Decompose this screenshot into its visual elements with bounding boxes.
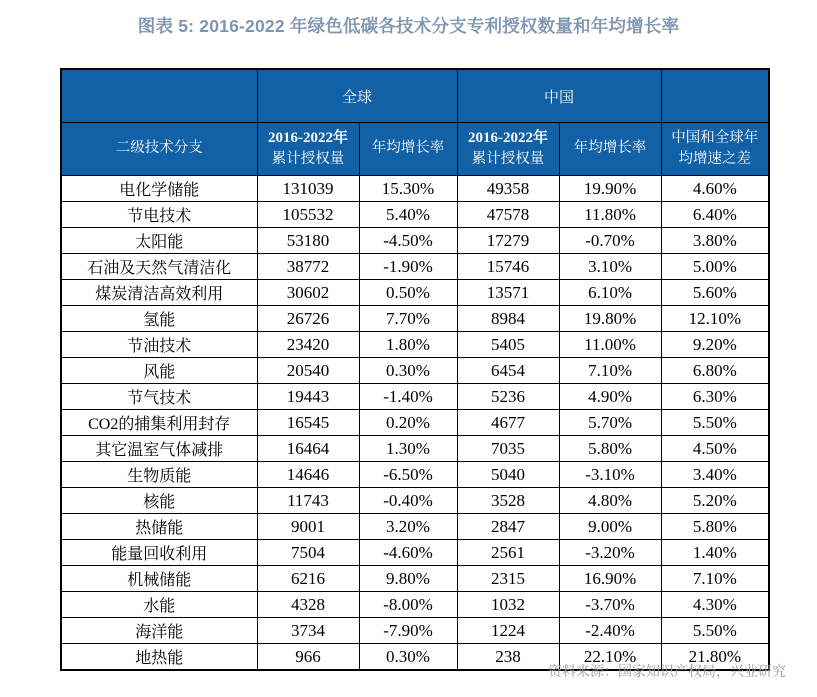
value-cell: -3.10%: [559, 462, 661, 488]
value-cell: -3.20%: [559, 540, 661, 566]
value-cell: 0.30%: [359, 644, 457, 671]
value-cell: 4.60%: [661, 176, 769, 202]
branch-cell: 海洋能: [61, 618, 257, 644]
table-row: [61, 514, 769, 540]
value-cell: -4.50%: [359, 228, 457, 254]
value-cell: 0.30%: [359, 358, 457, 384]
value-cell: 11.00%: [559, 332, 661, 358]
header-group-empty-left: [61, 69, 257, 123]
table-row: [61, 228, 769, 254]
value-cell: 131039: [257, 176, 359, 202]
table-row: [61, 410, 769, 436]
branch-cell: 水能: [61, 592, 257, 618]
value-cell: 3528: [457, 488, 559, 514]
header-group-empty-right: [661, 69, 769, 123]
value-cell: -8.00%: [359, 592, 457, 618]
header-group-row: [61, 69, 769, 123]
value-cell: 3.20%: [359, 514, 457, 540]
value-cell: 12.10%: [661, 306, 769, 332]
value-cell: 6.80%: [661, 358, 769, 384]
value-cell: 7.10%: [661, 566, 769, 592]
value-cell: 1.80%: [359, 332, 457, 358]
header-china-total: [457, 123, 559, 176]
value-cell: 6.30%: [661, 384, 769, 410]
header-global-total-line1: 2016-2022年: [268, 129, 348, 146]
table-row: [61, 566, 769, 592]
table-row: [61, 592, 769, 618]
branch-cell: 机械储能: [61, 566, 257, 592]
value-cell: 5.80%: [559, 436, 661, 462]
table-row: [61, 540, 769, 566]
value-cell: 3.10%: [559, 254, 661, 280]
value-cell: 5236: [457, 384, 559, 410]
header-china-growth: [559, 123, 661, 176]
value-cell: 1.40%: [661, 540, 769, 566]
header-global-total: [257, 123, 359, 176]
value-cell: 49358: [457, 176, 559, 202]
value-cell: 9001: [257, 514, 359, 540]
header-global-total-line2: 累计授权量: [271, 151, 345, 168]
value-cell: 26726: [257, 306, 359, 332]
branch-cell: 生物质能: [61, 462, 257, 488]
value-cell: 2847: [457, 514, 559, 540]
value-cell: 6.10%: [559, 280, 661, 306]
table-row: [61, 306, 769, 332]
branch-cell: 地热能: [61, 644, 257, 671]
table-row: [61, 436, 769, 462]
table-row: [61, 358, 769, 384]
value-cell: 5405: [457, 332, 559, 358]
value-cell: 19.90%: [559, 176, 661, 202]
value-cell: 0.20%: [359, 410, 457, 436]
header-diff-line1: 中国和全球年: [671, 129, 759, 146]
value-cell: 8984: [457, 306, 559, 332]
branch-cell: CO2的捕集利用封存: [61, 410, 257, 436]
value-cell: 4328: [257, 592, 359, 618]
value-cell: 2315: [457, 566, 559, 592]
branch-cell: 风能: [61, 358, 257, 384]
header-branch: [61, 123, 257, 176]
header-diff: [661, 123, 769, 176]
value-cell: 238: [457, 644, 559, 671]
branch-cell: 节油技术: [61, 332, 257, 358]
value-cell: 9.20%: [661, 332, 769, 358]
value-cell: 14646: [257, 462, 359, 488]
value-cell: -2.40%: [559, 618, 661, 644]
value-cell: 105532: [257, 202, 359, 228]
value-cell: -4.60%: [359, 540, 457, 566]
branch-cell: 节气技术: [61, 384, 257, 410]
value-cell: 4677: [457, 410, 559, 436]
value-cell: 4.50%: [661, 436, 769, 462]
value-cell: 6454: [457, 358, 559, 384]
value-cell: 5040: [457, 462, 559, 488]
value-cell: 1224: [457, 618, 559, 644]
source-note: 资料来源：国家知识产权局，兴业研究: [548, 663, 786, 679]
branch-cell: 太阳能: [61, 228, 257, 254]
value-cell: -1.90%: [359, 254, 457, 280]
value-cell: 30602: [257, 280, 359, 306]
table-row: [61, 254, 769, 280]
table-row: [61, 462, 769, 488]
value-cell: 5.40%: [359, 202, 457, 228]
value-cell: 16545: [257, 410, 359, 436]
table-row: [61, 618, 769, 644]
value-cell: 9.00%: [559, 514, 661, 540]
table-body: [61, 176, 769, 671]
value-cell: 4.90%: [559, 384, 661, 410]
value-cell: 3.80%: [661, 228, 769, 254]
value-cell: 47578: [457, 202, 559, 228]
table-row: [61, 202, 769, 228]
value-cell: 5.50%: [661, 410, 769, 436]
value-cell: 4.30%: [661, 592, 769, 618]
value-cell: 11743: [257, 488, 359, 514]
value-cell: 53180: [257, 228, 359, 254]
table-row: [61, 176, 769, 202]
branch-cell: 石油及天然气清洁化: [61, 254, 257, 280]
value-cell: 17279: [457, 228, 559, 254]
branch-cell: 能量回收利用: [61, 540, 257, 566]
table-row: [61, 488, 769, 514]
value-cell: 5.80%: [661, 514, 769, 540]
value-cell: 7035: [457, 436, 559, 462]
value-cell: 38772: [257, 254, 359, 280]
value-cell: -7.90%: [359, 618, 457, 644]
table-row: [61, 332, 769, 358]
value-cell: 7.70%: [359, 306, 457, 332]
value-cell: 0.50%: [359, 280, 457, 306]
value-cell: 4.80%: [559, 488, 661, 514]
value-cell: 5.60%: [661, 280, 769, 306]
header-branch-label: 二级技术分支: [115, 140, 203, 157]
value-cell: 7504: [257, 540, 359, 566]
value-cell: 9.80%: [359, 566, 457, 592]
value-cell: 966: [257, 644, 359, 671]
value-cell: -1.40%: [359, 384, 457, 410]
value-cell: 1032: [457, 592, 559, 618]
branch-cell: 核能: [61, 488, 257, 514]
header-china-total-line2: 累计授权量: [471, 151, 545, 168]
value-cell: 7.10%: [559, 358, 661, 384]
figure-title: 图表 5: 2016-2022 年绿色低碳各技术分支专利授权数量和年均增长率: [137, 16, 680, 36]
header-group-china: 中国: [457, 69, 661, 123]
value-cell: 15746: [457, 254, 559, 280]
value-cell: 11.80%: [559, 202, 661, 228]
value-cell: 5.70%: [559, 410, 661, 436]
branch-cell: 电化学储能: [61, 176, 257, 202]
value-cell: 3.40%: [661, 462, 769, 488]
value-cell: 23420: [257, 332, 359, 358]
table-row: [61, 280, 769, 306]
value-cell: 1.30%: [359, 436, 457, 462]
header-global-growth-label: 年均增长率: [371, 140, 445, 157]
value-cell: 13571: [457, 280, 559, 306]
value-cell: -0.70%: [559, 228, 661, 254]
value-cell: 19443: [257, 384, 359, 410]
value-cell: 5.50%: [661, 618, 769, 644]
value-cell: 5.20%: [661, 488, 769, 514]
value-cell: -0.40%: [359, 488, 457, 514]
branch-cell: 其它温室气体减排: [61, 436, 257, 462]
value-cell: 21.80%: [661, 644, 769, 671]
header-sub-row: [61, 123, 769, 176]
value-cell: 15.30%: [359, 176, 457, 202]
table-header: [61, 69, 769, 176]
header-global-growth: [359, 123, 457, 176]
value-cell: 16.90%: [559, 566, 661, 592]
value-cell: -3.70%: [559, 592, 661, 618]
table-row: [61, 384, 769, 410]
value-cell: 2561: [457, 540, 559, 566]
value-cell: 5.00%: [661, 254, 769, 280]
header-china-growth-label: 年均增长率: [573, 140, 647, 157]
header-china-total-line1: 2016-2022年: [468, 129, 549, 146]
value-cell: 6216: [257, 566, 359, 592]
branch-cell: 氢能: [61, 306, 257, 332]
value-cell: 16464: [257, 436, 359, 462]
patent-table: [60, 68, 770, 671]
header-diff-line2: 均增速之差: [678, 151, 752, 167]
value-cell: 3734: [257, 618, 359, 644]
value-cell: 20540: [257, 358, 359, 384]
value-cell: 6.40%: [661, 202, 769, 228]
branch-cell: 煤炭清洁高效利用: [61, 280, 257, 306]
value-cell: 22.10%: [559, 644, 661, 671]
value-cell: 19.80%: [559, 306, 661, 332]
value-cell: -6.50%: [359, 462, 457, 488]
branch-cell: 热储能: [61, 514, 257, 540]
header-group-global: 全球: [257, 69, 457, 123]
branch-cell: 节电技术: [61, 202, 257, 228]
